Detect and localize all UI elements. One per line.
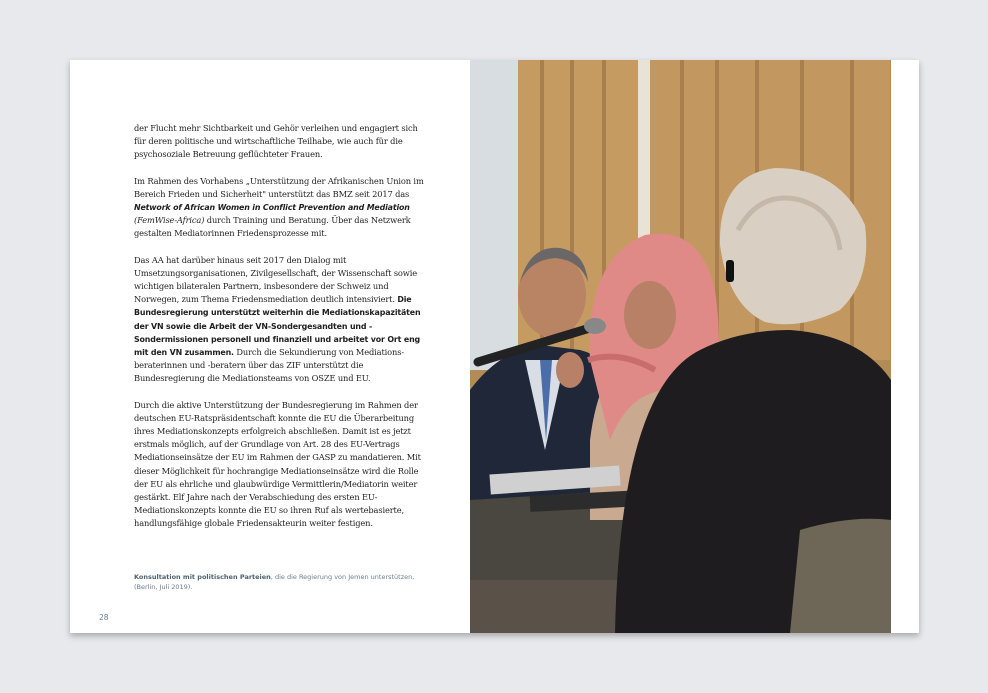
photo-illustration	[470, 60, 891, 633]
hand	[556, 352, 584, 388]
paragraph-3-run-3: Durch die Sekundierung von Mediationsberaterinnen und -beratern über das ZIF unterstützt die Bundesregierung die Mediationsteams von OSZE und EU.	[134, 347, 405, 384]
brochure-spread	[70, 60, 919, 633]
paragraph-3-run-1: Das AA hat darüber hinaus seit 2017 den Dialog mit Umsetzungsorganisationen, Zivilgesellschaft, der Wissenschaft sowie wichtigen bilateralen Partnern, insbesondere der Schweiz und Norwegen, zum Thema Friedensmediation deutlich intensiviert.	[134, 254, 417, 305]
paragraph-1	[134, 122, 424, 162]
chair	[790, 519, 891, 633]
page-number: 28	[99, 613, 109, 622]
right-margin	[891, 60, 919, 633]
paragraph-1-run-1: der Flucht mehr Sichtbarkeit und Gehör verleihen und engagiert sich für deren politische und wirtschaftliche Teilhabe, wie auch für die psychosoziale Betreuung geflüchteter Frauen.	[134, 123, 418, 160]
paragraph-3-run-2: Die Bundesregierung unterstützt weiterhin die Mediationskapazitäten der VN sowie die Arbeit der VN-Sondergesandten und -Sondermissionen personell und finanziell und arbeitet vor Ort eng mit den VN zusammen.	[134, 295, 421, 358]
paragraph-2	[134, 175, 424, 241]
caption-rest: , die die Regierung von Jemen unterstützen,	[270, 573, 415, 581]
paragraph-4-run-1: Durch die aktive Unterstützung der Bundesregierung im Rahmen der deutschen EU-Ratspräsidentschaft konnte die EU die Überarbeitung ihres Mediationskonzepts erfolgreich abschließen. Damit ist es jetzt erstmals möglich, auf der Grundlage von Art. 28 des EU-Vertrags Mediationseinsätze der EU im Rahmen der GASP zu mandatieren. Mit dieser Möglichkeit für hochrangige Mediationseinsätze wird die Rolle der EU als ehrliche und glaubwürdige Vermittlerin/Mediatorin weiter gestärkt. Elf Jahre nach der Verabschiedung des ersten EU-Mediationskonzepts konnte die EU so ihren Ruf als wertebasierte, handlungsfähige globale Friedensakteurin weiter festigen.	[134, 399, 421, 529]
paragraph-2-run-5: durch Training und Beratung. Über das Netzwerk gestalten Mediatorinnen Friedensprozesse mit.	[134, 215, 411, 239]
window-light	[470, 60, 518, 370]
caption-bold: Konsultation mit politischen Parteien	[134, 573, 271, 581]
paragraph-4	[134, 399, 424, 531]
caption-line2: (Berlin, Juli 2019).	[134, 582, 193, 591]
conference-photo	[470, 60, 891, 633]
body-text	[134, 122, 424, 544]
paragraph-3	[134, 254, 424, 386]
left-page	[70, 60, 470, 633]
photo-caption	[134, 573, 424, 592]
paragraph-2-run-4: (FemWise-Africa)	[134, 215, 205, 226]
paragraph-2-run-1: Im Rahmen des Vorhabens „Unterstützung der Afrikanischen Union im Bereich Frieden und Sicherheit" unterstützt das BMZ seit 2017 das	[134, 175, 424, 199]
paragraph-2-run-2: Network of African Women in Conflict Prevention and Mediation	[134, 203, 410, 213]
